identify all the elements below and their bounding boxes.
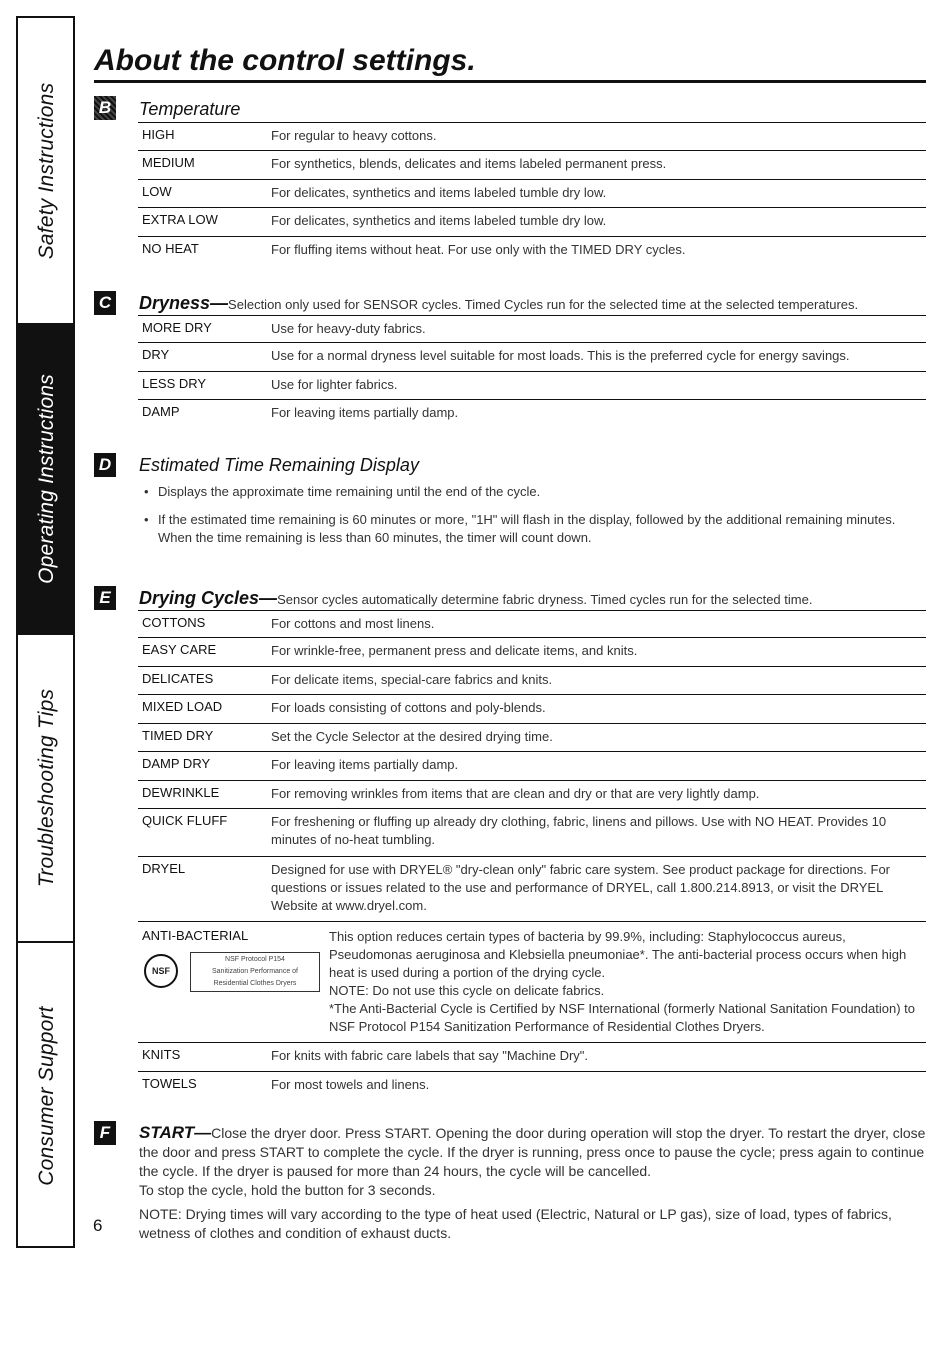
tab-operating-instructions[interactable]: Operating Instructions <box>18 325 75 635</box>
page-number: 6 <box>93 1216 103 1235</box>
table-row: KNITS For knits with fabric care labels that say "Machine Dry". <box>138 1043 926 1072</box>
section-badge-f: F <box>94 1121 116 1145</box>
sidebar-tabs <box>16 16 75 1248</box>
section-badge-b: B <box>94 96 116 120</box>
estimated-bullets <box>144 483 904 557</box>
table-row: DRY Use for a normal dryness level suitable for most loads. This is the preferred cycle for energy savings. <box>138 343 926 372</box>
estimated-title: Estimated Time Remaining Display <box>139 455 419 475</box>
table-row: DEWRINKLE For removing wrinkles from items that are clean and dry or that are very lightly damp. <box>138 781 926 809</box>
table-row: DAMP For leaving items partially damp. <box>142 404 459 420</box>
list-item: • Displays the approximate time remaining until the end of the cycle. <box>144 483 904 501</box>
table-row: DAMP DRY For leaving items partially damp. <box>138 752 926 781</box>
table-row: LESS DRY Use for lighter fabrics. <box>138 372 926 400</box>
table-row: TOWELS For most towels and linens. <box>142 1076 430 1092</box>
list-item: • If the estimated time remaining is 60 minutes or more, "1H" will flash in the display, followed by the additional remaining minutes. When the time remaining is less than 60 minutes, the timer will count down. <box>144 511 904 547</box>
title-divider <box>94 80 926 83</box>
dryness-title: Dryness—Selection only used for SENSOR cycles. Timed Cycles run for the selected time at the selected temperatures. <box>139 293 859 313</box>
section-badge-e: E <box>94 586 116 610</box>
section-badge-d: D <box>94 453 116 477</box>
table-row: HIGH For regular to heavy cottons. <box>138 123 926 151</box>
table-row: EASY CARE For wrinkle-free, permanent press and delicate items, and knits. <box>138 638 926 667</box>
table-row: COTTONS For cottons and most linens. <box>138 611 926 638</box>
tab-troubleshooting-tips[interactable]: Troubleshooting Tips <box>18 635 75 943</box>
table-row: MIXED LOAD For loads consisting of cottons and poly-blends. <box>138 695 926 724</box>
section-badge-c: C <box>94 291 116 315</box>
nsf-certification <box>144 952 320 992</box>
table-row: DRYEL Designed for use with DRYEL® "dry-clean only" fabric care system. See product package for directions. For questions or issues related to the use and performance of DRYEL, call 1.800.214.8913, or visit the DRYEL Website at www.dryel.com. <box>138 857 926 922</box>
page-title: About the control settings. <box>94 44 476 77</box>
table-row: TIMED DRY Set the Cycle Selector at the desired drying time. <box>138 724 926 752</box>
tab-safety-instructions[interactable]: Safety Instructions <box>18 18 75 325</box>
cycles-title: Drying Cycles—Sensor cycles automatically determine fabric dryness. Timed cycles run for the selected time. <box>139 588 813 608</box>
table-row: LOW For delicates, synthetics and items labeled tumble dry low. <box>138 180 926 208</box>
tab-consumer-support[interactable]: Consumer Support <box>34 1005 58 1186</box>
nsf-logo-icon: NSF <box>144 954 178 988</box>
anti-bacterial-row: ANTI-BACTERIAL NSF NSF Protocol P154 Sanitization Performance of Residential Clothes Dryers This option reduces certain types of bacteria by 99.9%, including: Staphylococcus aureus, Pseudomonas aeruginosa and Klebsiella pneumoniae*. The anti-bacterial process occurs when high heat is used during a portion of the drying cycle. NOTE: Do not use this cycle on delicate fabrics. *The Anti-Bacterial Cycle is Certified by NSF International (formerly National Sanitation Foundation) to NSF Protocol P154 Sanitization Performance of Residential Clothes Dryers. <box>138 922 926 1043</box>
table-row: DELICATES For delicate items, special-care fabrics and knits. <box>138 667 926 695</box>
anti-bacterial-description: This option reduces certain types of bacteria by 99.9%, including: Staphylococcus aureus, Pseudomonas aeruginosa and Klebsiella pneumoniae*. The anti-bacterial process occurs when high heat is used during a portion of the drying cycle. NOTE: Do not use this cycle on delicate fabrics. *The Anti-Bacterial Cycle is Certified by NSF International (formerly National Sanitation Foundation) to NSF Protocol P154 Sanitization Performance of Residential Clothes Dryers. <box>329 929 915 1034</box>
table-row: NO HEAT For fluffing items without heat. For use only with the TIMED DRY cycles. <box>142 241 686 257</box>
start-description: START—Close the dryer door. Press START. Opening the door during operation will stop the dryer. To restart the dryer, close the door and press START to complete the cycle. If the dryer is running, press once to pause the cycle; press again to continue the cycle. If the dryer is paused for more than 24 hours, the cycle will be cancelled. To stop the cycle, hold the button for 3 seconds. <box>139 1123 926 1198</box>
table-row: MEDIUM For synthetics, blends, delicates and items labeled permanent press. <box>138 151 926 180</box>
start-note: NOTE: Drying times will vary according to the type of heat used (Electric, Natural or LP gas), size of load, types of fabrics, wetness of clothes and condition of exhaust ducts. <box>139 1206 892 1241</box>
temperature-title: Temperature <box>139 99 241 119</box>
nsf-protocol-box: NSF Protocol P154 Sanitization Performance of Residential Clothes Dryers <box>190 952 320 992</box>
table-row: MORE DRY Use for heavy-duty fabrics. <box>138 316 926 343</box>
table-row: QUICK FLUFF For freshening or fluffing up already dry clothing, fabric, linens and pillows. Use with NO HEAT. Provides 10 minutes of no-heat tumbling. <box>138 809 926 857</box>
table-row: EXTRA LOW For delicates, synthetics and items labeled tumble dry low. <box>138 208 926 237</box>
